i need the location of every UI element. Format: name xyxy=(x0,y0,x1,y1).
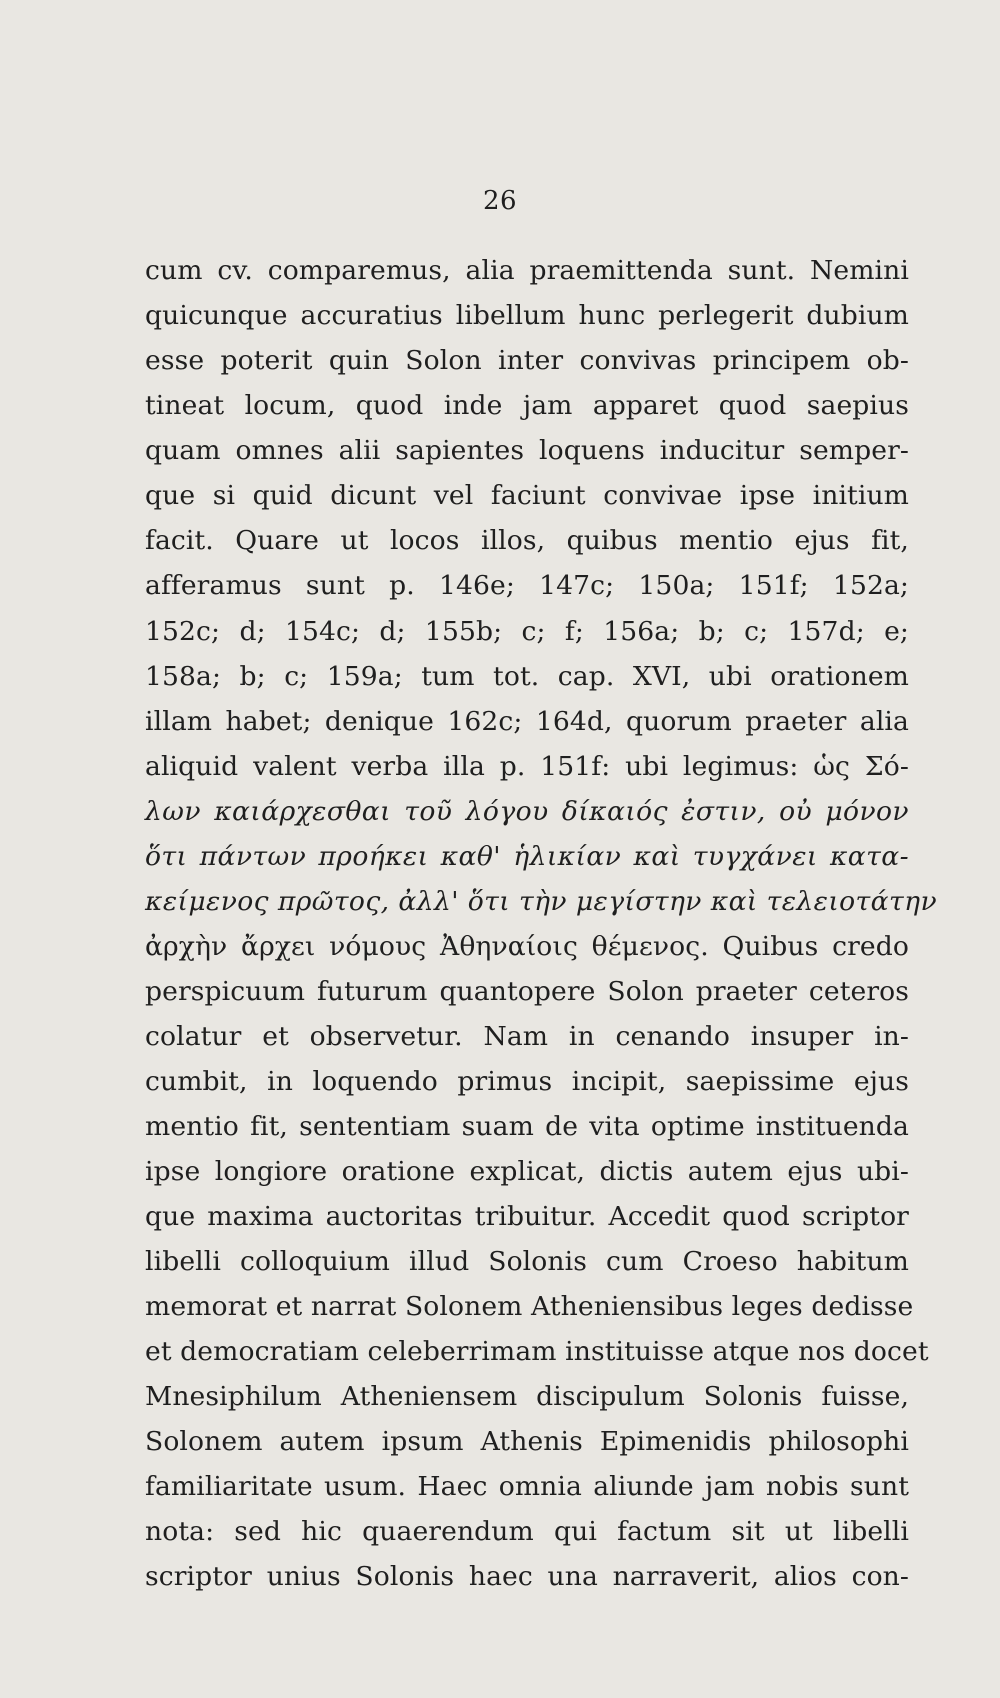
greek-quote-line: ὅτι πάντων προήκει καθ' ἡλικίαν καὶ τυγχάνει κατα- xyxy=(145,841,909,872)
text-line: colatur et observetur. Nam in cenando insuper in- xyxy=(145,1021,909,1052)
text-line: esse poterit quin Solon inter convivas principem ob- xyxy=(145,345,909,376)
text-line: quam omnes alii sapientes loquens inducitur semper- xyxy=(145,435,909,466)
text-line: 152c; d; 154c; d; 155b; c; f; 156a; b; c; 157d; e; xyxy=(145,616,909,647)
text-line: nota: sed hic quaerendum qui factum sit ut libelli xyxy=(145,1516,909,1547)
text-line: aliquid valent verba illa p. 151f: ubi legimus: ὡς Σό- xyxy=(145,751,909,782)
text-line: Mnesiphilum Atheniensem discipulum Solonis fuisse, xyxy=(145,1381,909,1412)
greek-quote-line: λων καιάρχεσθαι τοῦ λόγου δίκαιός ἐστιν, οὐ μόνον xyxy=(145,796,909,827)
text-line: facit. Quare ut locos illos, quibus mentio ejus fit, xyxy=(145,525,909,556)
text-line: memorat et narrat Solonem Atheniensibus leges dedisse xyxy=(145,1291,914,1322)
text-line: mentio fit, sententiam suam de vita optime instituenda xyxy=(145,1111,909,1142)
text-line: 158a; b; c; 159a; tum tot. cap. XVI, ubi orationem xyxy=(145,661,909,692)
text-line: quicunque accuratius libellum hunc perlegerit dubium xyxy=(145,300,909,331)
text-line: tineat locum, quod inde jam apparet quod saepius xyxy=(145,390,909,421)
text-line: cum cv. comparemus, alia praemittenda sunt. Nemini xyxy=(145,255,909,286)
text-line: ipse longiore oratione explicat, dictis autem ejus ubi- xyxy=(145,1156,909,1187)
greek-quote-line: κείμενος πρῶτος, ἀλλ' ὅτι τὴν μεγίστην καὶ τελειοτάτην xyxy=(145,886,938,917)
text-line: familiaritate usum. Haec omnia aliunde jam nobis sunt xyxy=(145,1471,909,1502)
text-line: scriptor unius Solonis haec una narraverit, alios con- xyxy=(145,1561,909,1592)
text-line: libelli colloquium illud Solonis cum Croeso habitum xyxy=(145,1246,909,1277)
text-line: afferamus sunt p. 146e; 147c; 150a; 151f; 152a; xyxy=(145,570,909,601)
text-line: que maxima auctoritas tribuitur. Accedit quod scriptor xyxy=(145,1201,909,1232)
page-number: 26 xyxy=(482,186,518,216)
text-line: que si quid dicunt vel faciunt convivae ipse initium xyxy=(145,480,909,511)
text-line: Solonem autem ipsum Athenis Epimenidis philosophi xyxy=(145,1426,909,1457)
text-line: cumbit, in loquendo primus incipit, saepissime ejus xyxy=(145,1066,909,1097)
text-line: perspicuum futurum quantopere Solon praeter ceteros xyxy=(145,976,909,1007)
text-line: illam habet; denique 162c; 164d, quorum praeter alia xyxy=(145,706,909,737)
text-line: ἀρχὴν ἄρχει νόμους Ἀθηναίοις θέμενος. Quibus credo xyxy=(145,931,909,962)
text-line: et democratiam celeberrimam instituisse atque nos docet xyxy=(145,1336,929,1367)
